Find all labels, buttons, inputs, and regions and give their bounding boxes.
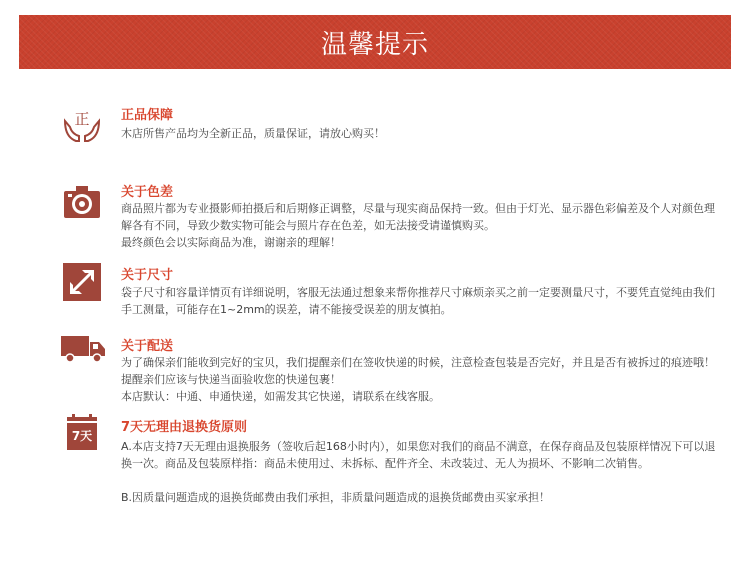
section-text [121,354,716,405]
calendar-label: 7天 [71,429,93,443]
section-text [121,438,716,506]
svg-text:正: 正 [74,110,90,128]
header-banner [19,15,731,69]
camera-icon [62,182,102,222]
section-line: 最终颜色会以实际商品为准，谢谢亲的理解！ [121,236,341,249]
section-line: 本店默认：中通、申通快递，如需发其它快递，请联系在线客服。 [121,390,440,403]
seven-day-calendar-icon [66,413,98,451]
delivery-truck-icon [60,333,106,373]
banner-title: 温馨提示 [320,29,429,60]
resize-arrow-icon [62,262,102,302]
section-title: 7天无理由退换货原则 [121,420,248,435]
section-title: 关于色差 [121,185,174,200]
section-line: A.本店支持7天无理由退换服务（签收后起168小时内），如果您对我们的商品不满意，在保存商品及包装原样情况下可以退换一次。商品及包装原样指：商品未使用过、未拆标、配件齐全、未改装过、无人为损坏、不影响二次销售。 [121,440,716,470]
section-line: 木店所售产品均为全新正品，质量保证，请放心购买！ [121,127,385,140]
section-line: 商品照片都为专业摄影师拍摄后和后期修正调整，尽量与现实商品保持一致。但由于灯光、显示器色彩偏差及个人对颜色理解各有不同，导致少数实物可能会与照片存在色差，如无法接受请谨慎购买。 [121,202,715,232]
section-text [121,284,716,318]
section-text [121,200,716,251]
section-line [121,472,716,489]
section-text [121,125,716,142]
section-line: B.因质量问题造成的退换货邮费由我们承担，非质量问题造成的退换货邮费由买家承担！ [121,491,551,504]
section-line: 为了确保亲们能收到完好的宝贝，我们提醒亲们在签收快递的时候，注意检查包装是否完好，并且是否有被拆过的痕迹哦！提醒亲们应该与快递当面验收您的快递包裹！ [121,356,715,386]
section-title: 关于配送 [121,339,174,354]
genuine-hands-icon [62,107,102,147]
section-title: 关于尺寸 [121,268,174,283]
section-line: 袋子尺寸和容量详情页有详细说明，客服无法通过想象来帮你推荐尺寸麻烦亲买之前一定要测量尺寸，不要凭直觉纯由我们手工测量，可能存在1~2mm的误差，请不能接受误差的朋友慎拍。 [121,286,715,316]
section-title: 正品保障 [121,108,174,123]
